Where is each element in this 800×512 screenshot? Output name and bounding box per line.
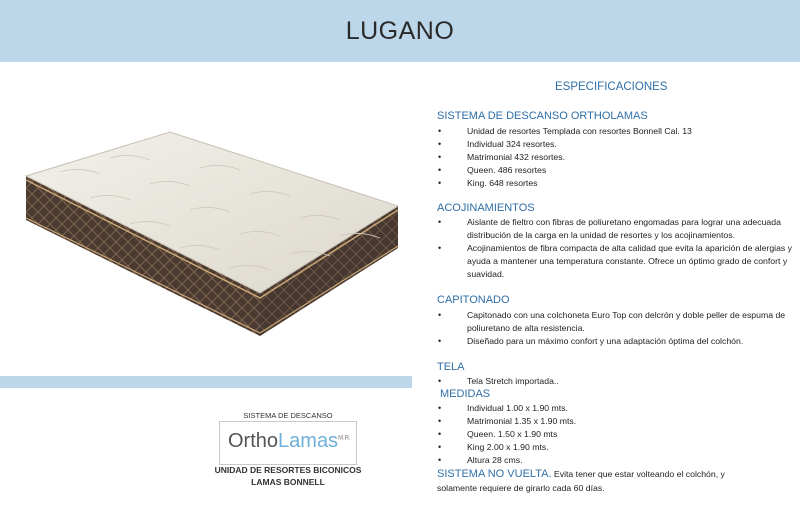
- logo-wordmark: [228, 430, 351, 453]
- section-heading-medidas: MEDIDAS: [440, 388, 491, 400]
- logo-line-1: UNIDAD DE RESORTES BICONICOS: [214, 465, 362, 475]
- logo-top-text: SISTEMA DE DESCANSO: [243, 411, 333, 420]
- list-item: • Altura 28 cms.: [437, 454, 797, 467]
- list-item: • Unidad de resortes Templada con resortes Bonnell Cal. 13: [437, 125, 797, 138]
- decorative-band: [0, 376, 412, 388]
- list-item: • Tela Stretch importada..: [437, 375, 797, 388]
- section-heading-tela: TELA: [437, 361, 465, 373]
- logo-line-2: LAMAS BONNELL: [251, 477, 325, 487]
- logo-word-ortho: Ortho: [228, 430, 279, 452]
- specifications-title: ESPECIFICACIONES: [555, 81, 668, 93]
- no-vuelta-text: Evita tener que estar volteando el colchón, y solamente requiere de girarlo cada 60 días.: [437, 469, 725, 493]
- logo-mark: M.R.: [338, 435, 351, 442]
- tela-list: [437, 375, 797, 388]
- title-banner: [0, 0, 800, 62]
- list-item: • Individual 1.00 x 1.90 mts.: [437, 402, 797, 415]
- list-item: • Individual 324 resortes.: [437, 138, 797, 151]
- page-title: LUGANO: [345, 16, 455, 45]
- list-item: • King. 648 resortes: [437, 177, 797, 190]
- no-vuelta-paragraph: [437, 467, 767, 495]
- no-vuelta-label: SISTEMA NO VUELTA.: [437, 468, 552, 480]
- medidas-list: [437, 402, 797, 467]
- ortholamas-logo: [219, 421, 357, 465]
- mattress-image: [20, 128, 400, 338]
- list-item: • Capitonado con una colchoneta Euro Top con delcrón y doble peller de espuma de poliuretano de alta resistencia.: [437, 309, 797, 335]
- list-item: • King 2.00 x 1.90 mts.: [437, 441, 797, 454]
- list-item: • Matrimonial 432 resortes.: [437, 151, 797, 164]
- logo-word-lamas: Lamas: [278, 430, 339, 452]
- section-heading-sistema: SISTEMA DE DESCANSO ORTHOLAMAS: [437, 110, 648, 122]
- list-item: • Queen. 486 resortes: [437, 164, 797, 177]
- section-heading-capitonado: CAPITONADO: [437, 294, 510, 306]
- capitonado-list: [437, 309, 797, 348]
- sistema-list: [437, 125, 797, 190]
- list-item: • Queen. 1.50 x 1.90 mts: [437, 428, 797, 441]
- acojinamientos-list: [437, 216, 797, 281]
- list-item: • Acojinamientos de fibra compacta de alta calidad que evita la aparición de alergias y ayuda a mantener una temperatura constante. Ofrece un óptimo grado de confort y suavidad.: [437, 242, 797, 281]
- section-heading-acojinamientos: ACOJINAMIENTOS: [437, 202, 535, 214]
- list-item: • Matrimonial 1.35 x 1.90 mts.: [437, 415, 797, 428]
- list-item: • Diseñado para un máximo confort y una adaptación óptima del colchón.: [437, 335, 797, 348]
- list-item: • Aislante de fieltro con fibras de poliuretano engomadas para lograr una adecuada distribución de la carga en la unidad de resortes y los acojinamientos.: [437, 216, 797, 242]
